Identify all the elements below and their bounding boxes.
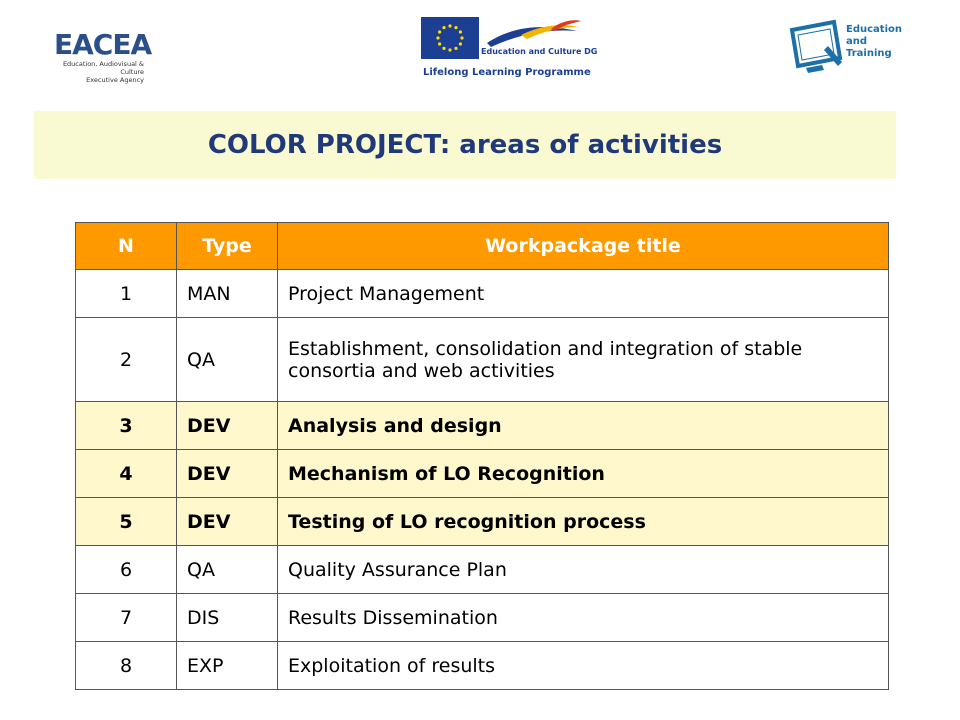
cell-n: 1 — [76, 270, 177, 318]
title-band — [34, 111, 896, 179]
eacea-logo-mark: EACEA — [54, 28, 152, 61]
cell-type: DEV — [177, 450, 278, 498]
cell-n: 4 — [76, 450, 177, 498]
cell-title: Analysis and design — [278, 402, 889, 450]
cell-type: DEV — [177, 402, 278, 450]
table-row — [76, 546, 889, 594]
cell-type: DEV — [177, 498, 278, 546]
table-row — [76, 594, 889, 642]
cell-n: 5 — [76, 498, 177, 546]
header-type: Type — [177, 223, 278, 270]
cell-type: EXP — [177, 642, 278, 690]
education-training-text — [846, 24, 902, 60]
header-n: N — [76, 223, 177, 270]
cell-title: Results Dissemination — [278, 594, 889, 642]
cell-type: QA — [177, 318, 278, 402]
cell-title: Project Management — [278, 270, 889, 318]
llp-label: Lifelong Learning Programme — [423, 67, 591, 78]
cell-title: Testing of LO recognition process — [278, 498, 889, 546]
cell-type: DIS — [177, 594, 278, 642]
table-row — [76, 498, 889, 546]
eacea-logo-line1: Education, Audiovisual & Culture — [62, 60, 144, 76]
cell-title: Establishment, consolidation and integration of stable consortia and web activities — [278, 318, 889, 402]
eacea-logo-line2: Executive Agency — [86, 76, 144, 84]
et-line1: Education — [846, 24, 902, 35]
eu-flag-icon — [421, 17, 479, 59]
table-row — [76, 450, 889, 498]
workpackage-table — [75, 222, 889, 690]
monitor-pencil-icon — [788, 18, 848, 80]
cell-title: Exploitation of results — [278, 642, 889, 690]
eu-logo — [421, 17, 598, 79]
table-row — [76, 318, 889, 402]
cell-title: Mechanism of LO Recognition — [278, 450, 889, 498]
eu-dg-label: Education and Culture DG — [481, 47, 598, 56]
cell-title: Quality Assurance Plan — [278, 546, 889, 594]
et-line3: Training — [846, 48, 892, 59]
table-row — [76, 402, 889, 450]
header-title: Workpackage title — [278, 223, 889, 270]
cell-n: 3 — [76, 402, 177, 450]
education-training-logo — [788, 18, 902, 80]
cell-n: 6 — [76, 546, 177, 594]
table-row — [76, 270, 889, 318]
page-title: COLOR PROJECT: areas of activities — [207, 130, 723, 160]
cell-type: QA — [177, 546, 278, 594]
et-line2: and — [846, 36, 868, 47]
table-header-row — [76, 223, 889, 270]
cell-type: MAN — [177, 270, 278, 318]
eacea-logo — [54, 30, 194, 88]
cell-n: 2 — [76, 318, 177, 402]
cell-n: 8 — [76, 642, 177, 690]
cell-n: 7 — [76, 594, 177, 642]
table-row — [76, 642, 889, 690]
